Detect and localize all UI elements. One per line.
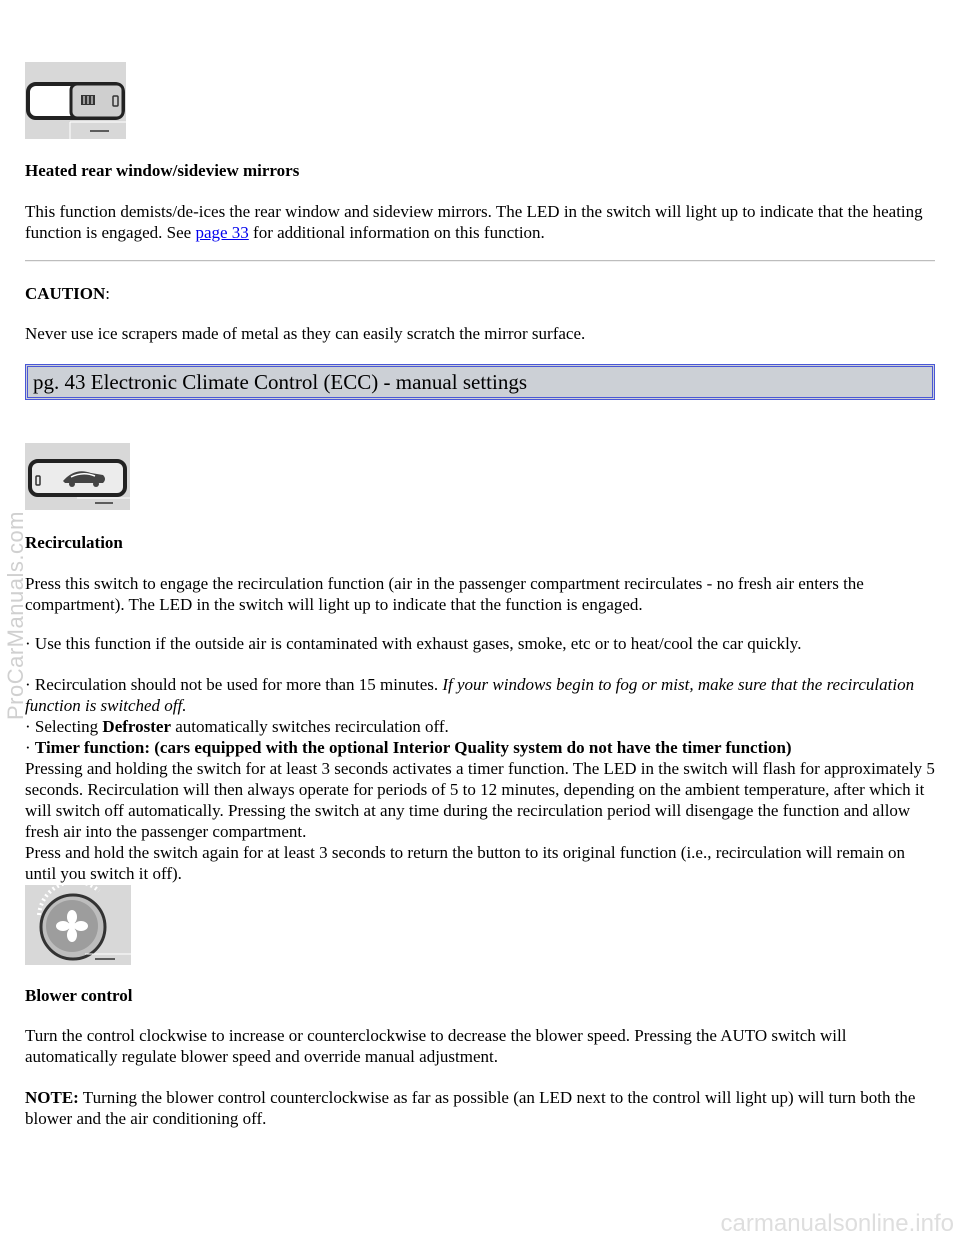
heated-description bbox=[25, 201, 935, 243]
heated-text-after-link: for additional information on this function. bbox=[253, 223, 545, 242]
heated-text-before-link: This function demists/de-ices the rear window and sideview mirrors. The LED in the switch will light up to indicate that the heating function is engaged. See bbox=[25, 202, 923, 242]
bullet-3-before: · Selecting bbox=[25, 717, 99, 736]
recirculation-intro: Press this switch to engage the recirculation function (air in the passenger compartment recirculates - no fresh air enters the compartment). The LED in the switch will light up to indicate that the function is engaged. bbox=[25, 574, 864, 614]
recirculation-bullet-2 bbox=[25, 674, 935, 716]
blower-description: Turn the control clockwise to increase or counterclockwise to decrease the blower speed. Pressing the AUTO switch will automatically regulate blower speed and override manual adjustment. bbox=[25, 1026, 847, 1066]
recirculation-bullet-1: · Use this function if the outside air is contaminated with exhaust gases, smoke, etc or to heat/cool the car quickly. bbox=[25, 634, 802, 653]
blower-note bbox=[25, 1087, 935, 1129]
recirculation-heading: Recirculation bbox=[25, 533, 123, 552]
defroster-label: Defroster bbox=[102, 717, 172, 736]
heated-rear-window-switch-icon bbox=[25, 62, 126, 139]
note-label: NOTE: bbox=[25, 1088, 79, 1107]
section-title: pg. 43 Electronic Climate Control (ECC) - manual settings bbox=[33, 370, 527, 394]
divider bbox=[25, 260, 935, 262]
bullet-2-italic: If your windows begin to fog or mist, make sure that the recirculation function is switched off. bbox=[25, 675, 915, 715]
caution-line bbox=[25, 283, 110, 304]
bullet-2-text: · Recirculation should not be used for more than 15 minutes. bbox=[25, 675, 439, 694]
timer-heading-text: Timer function: (cars equipped with the optional Interior Quality system do not have the timer function) bbox=[34, 738, 792, 757]
timer-paragraph-1: Pressing and holding the switch for at least 3 seconds activates a timer function. The LED in the switch will flash for approximately 5 seconds. Recirculation will then always operate for periods of 5 to 12 minutes, depending on the ambient temperature, after which it will switch off automatically. Pressing the switch at any time during the recirculation period will disengage the function and allow fresh air into the passenger compartment. bbox=[25, 759, 935, 841]
recirculation-bullet-3 bbox=[25, 716, 935, 737]
section-banner bbox=[25, 364, 935, 400]
heated-heading: Heated rear window/sideview mirrors bbox=[25, 161, 300, 180]
bullet-3-after: automatically switches recirculation off. bbox=[175, 717, 449, 736]
timer-function-heading bbox=[25, 737, 935, 758]
caution-label: CAUTION bbox=[25, 284, 106, 303]
caution-colon: : bbox=[105, 284, 111, 303]
blower-control-knob-icon bbox=[25, 885, 131, 965]
recirculation-switch-icon bbox=[25, 443, 130, 510]
timer-bullet: · bbox=[25, 738, 31, 757]
page-33-link[interactable]: page 33 bbox=[195, 223, 249, 242]
bottom-watermark: carmanualsonline.info bbox=[720, 1210, 954, 1237]
timer-paragraph-2: Press and hold the switch again for at least 3 seconds to return the button to its original function (i.e., recirculation will remain on until you switch it off). bbox=[25, 843, 906, 883]
caution-text: Never use ice scrapers made of metal as they can easily scratch the mirror surface. bbox=[25, 324, 586, 343]
blower-heading: Blower control bbox=[25, 986, 133, 1005]
note-text: Turning the blower control counterclockwise as far as possible (an LED next to the control will light up) will turn both the blower and the air conditioning off. bbox=[25, 1088, 916, 1128]
side-watermark: ProCarManuals.com bbox=[3, 510, 28, 720]
